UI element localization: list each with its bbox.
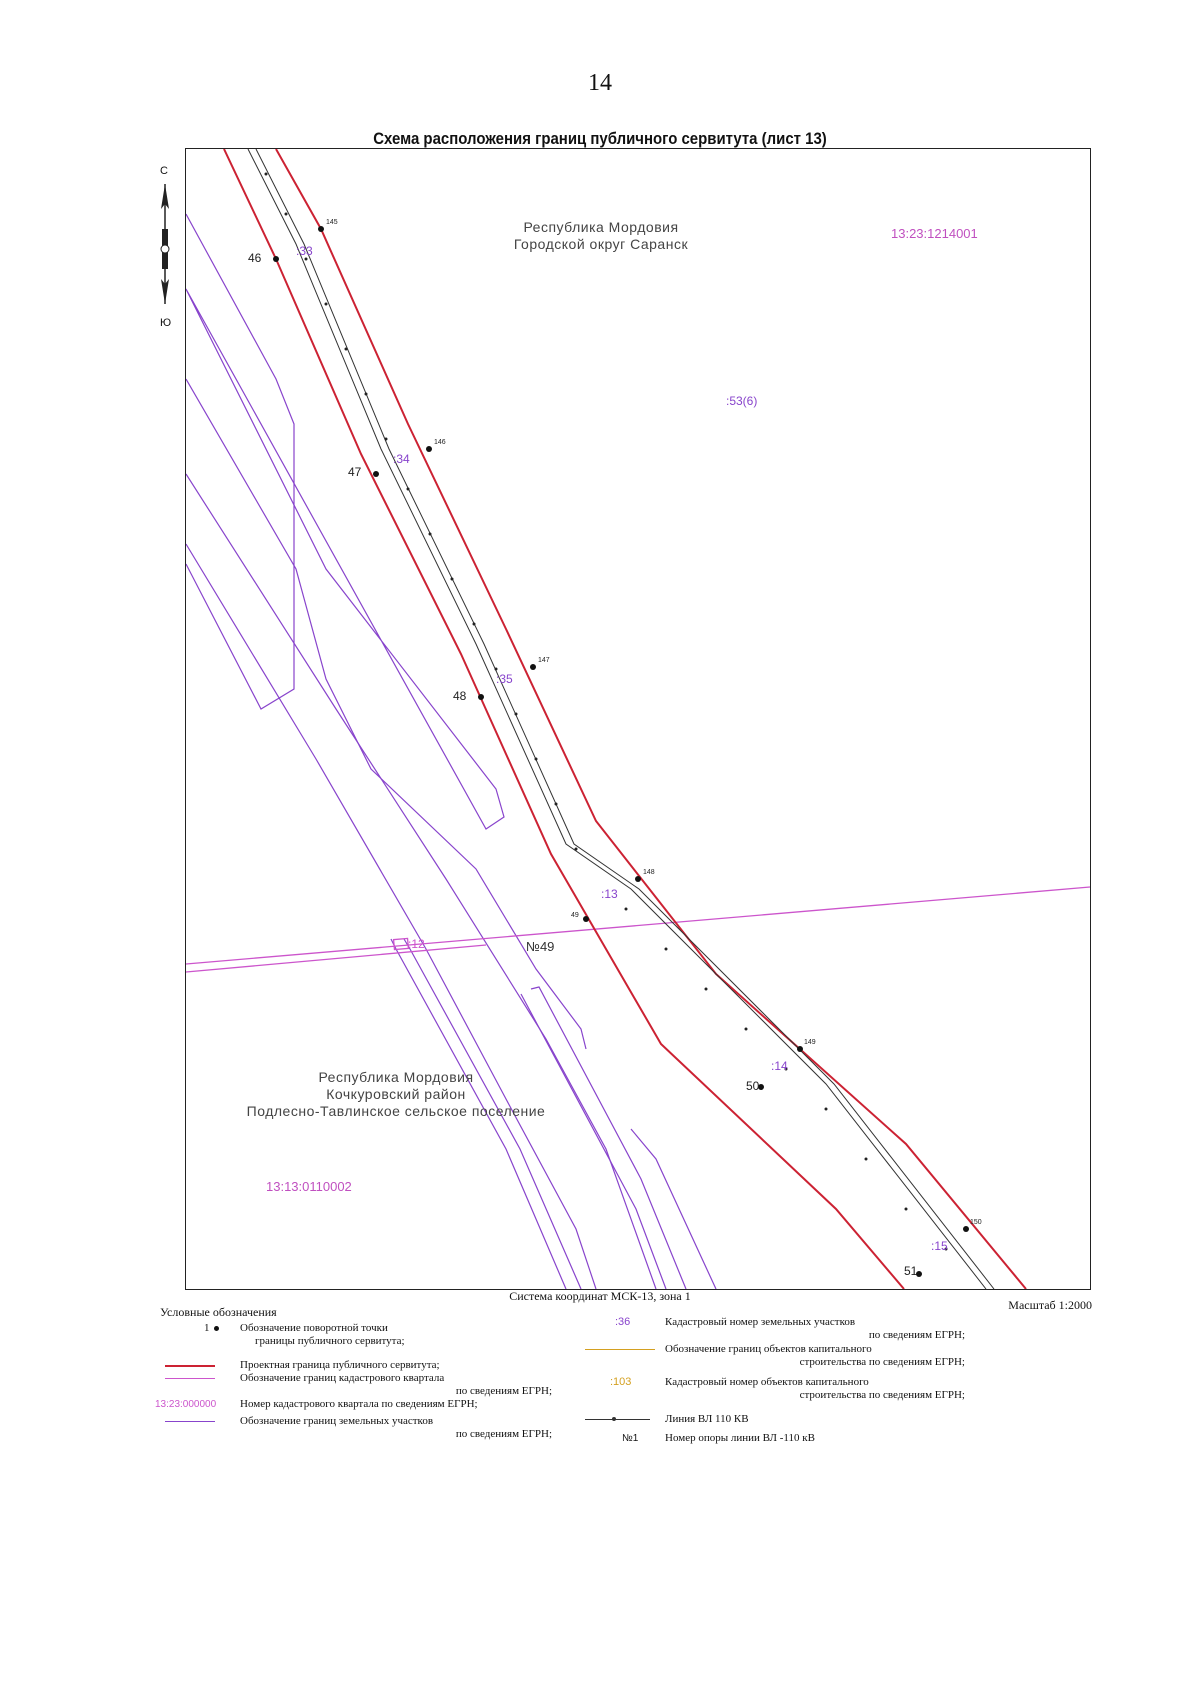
vertex-149: 149 [804, 1039, 816, 1046]
parcel-14: :14 [771, 1059, 788, 1073]
legend-building-border-line1: Обозначение границ объектов капитального [665, 1343, 872, 1355]
vertex-51: 51 [904, 1264, 918, 1278]
legend-block-border-line1: Обозначение границ кадастрового квартала [240, 1372, 445, 1384]
south-label: Ю [160, 317, 172, 329]
building-line-sample [585, 1349, 655, 1350]
legend-parcel-border-line2: по сведениям ЕГРН; [455, 1428, 552, 1440]
parcel-34: :34 [393, 452, 410, 466]
support-label: №49 [526, 939, 555, 954]
parcel-35: :35 [496, 672, 513, 686]
point-marker-icon [214, 1326, 219, 1331]
legend-block-number [155, 1398, 580, 1412]
parcel-12: :12 [408, 937, 425, 951]
legend-support-sample: №1 [622, 1433, 639, 1444]
parcel-15: :15 [931, 1239, 948, 1253]
legend-support-text: Номер опоры линии ВЛ -110 кВ [665, 1432, 815, 1444]
region-bottom-line2: Кочкуровский район [326, 1086, 466, 1102]
legend-building-number-line1: Кадастровый номер объектов капитального [665, 1376, 869, 1388]
region-top-line2: Городской округ Саранск [513, 236, 689, 252]
page-number: 14 [588, 70, 612, 96]
region-bottom-line1: Республика Мордовия [318, 1069, 474, 1085]
vertex-146: 146 [434, 439, 446, 446]
legend-point-sample: 1 [204, 1322, 210, 1334]
legend-building-number-line2: строительства по сведениям ЕГРН; [799, 1389, 965, 1401]
block-code-bottom: 13:13:0110002 [266, 1179, 352, 1194]
legend-parcel-number [590, 1316, 970, 1344]
block-code-top: 13:23:1214001 [891, 226, 978, 241]
vertex-49: 49 [571, 912, 579, 919]
map-frame [185, 148, 1091, 1290]
block-border [186, 887, 1090, 972]
power-line-sample [585, 1419, 650, 1420]
map-title: Схема расположения границ публичного сервитута (лист 13) [373, 129, 827, 148]
region-bottom [216, 1069, 576, 1120]
legend-parcel-number-line2: по сведениям ЕГРН; [868, 1329, 965, 1341]
legend-building-border-line2: строительства по сведениям ЕГРН; [799, 1356, 965, 1368]
vertex-145: 145 [326, 219, 338, 226]
legend-point [160, 1322, 560, 1352]
legend-servitude-text: Проектная граница публичного сервитута; [240, 1359, 440, 1371]
legend-parcel-border-line1: Обозначение границ земельных участков [240, 1415, 434, 1427]
north-arrow [150, 165, 180, 330]
legend-title: Условные обозначения [160, 1305, 277, 1319]
parcel-boundaries [186, 214, 716, 1289]
region-top [491, 219, 711, 253]
vertex-148: 148 [643, 869, 655, 876]
parcel-13: :13 [601, 887, 618, 901]
scale-caption: Масштаб 1:2000 [1008, 1298, 1092, 1312]
legend-power-line-text: Линия ВЛ 110 КВ [665, 1413, 749, 1425]
north-label: С [160, 165, 168, 177]
vertex-47: 47 [348, 465, 362, 479]
legend-support [590, 1432, 970, 1446]
legend-building-border [590, 1343, 970, 1371]
power-line-tick-icon [612, 1417, 616, 1421]
region-bottom-line3: Подлесно-Тавлинское сельское поселение [246, 1103, 546, 1119]
legend-building-number [590, 1376, 970, 1404]
block-line-sample [165, 1378, 215, 1379]
legend-point-symbol [160, 1322, 230, 1336]
parcel-line-sample [165, 1421, 215, 1422]
region-top-line1: Республика Мордовия [523, 219, 679, 235]
legend-parcel-number-sample: :36 [615, 1316, 631, 1328]
compass-arrow-icon [150, 179, 180, 319]
legend-block-number-sample: 13:23:000000 [155, 1399, 217, 1410]
legend-parcel-border [160, 1415, 560, 1443]
parcel-33: :33 [296, 244, 313, 258]
vertex-147: 147 [538, 657, 550, 664]
vertex-150: 150 [970, 1219, 982, 1226]
legend-block-border-line2: по сведениям ЕГРН; [455, 1385, 552, 1397]
legend-power-line [590, 1413, 970, 1427]
legend-block-border [160, 1372, 560, 1400]
servitude-line-sample [165, 1365, 215, 1367]
legend-parcel-number-line1: Кадастровый номер земельных участков [665, 1316, 856, 1328]
parcel-53: :53(6) [726, 394, 758, 408]
legend-building-number-sample: :103 [610, 1376, 632, 1388]
vertex-48: 48 [453, 689, 467, 703]
legend-block-number-text: Номер кадастрового квартала по сведениям ЕГРН; [240, 1398, 478, 1410]
vertex-50: 50 [746, 1079, 760, 1093]
coordinate-system: Система координат МСК-13, зона 1 [509, 1289, 691, 1303]
legend-point-line1: Обозначение поворотной точки [240, 1322, 388, 1334]
legend-servitude [160, 1359, 560, 1373]
vertex-46: 46 [248, 251, 262, 265]
legend-point-line2: границы публичного сервитута; [255, 1335, 405, 1347]
